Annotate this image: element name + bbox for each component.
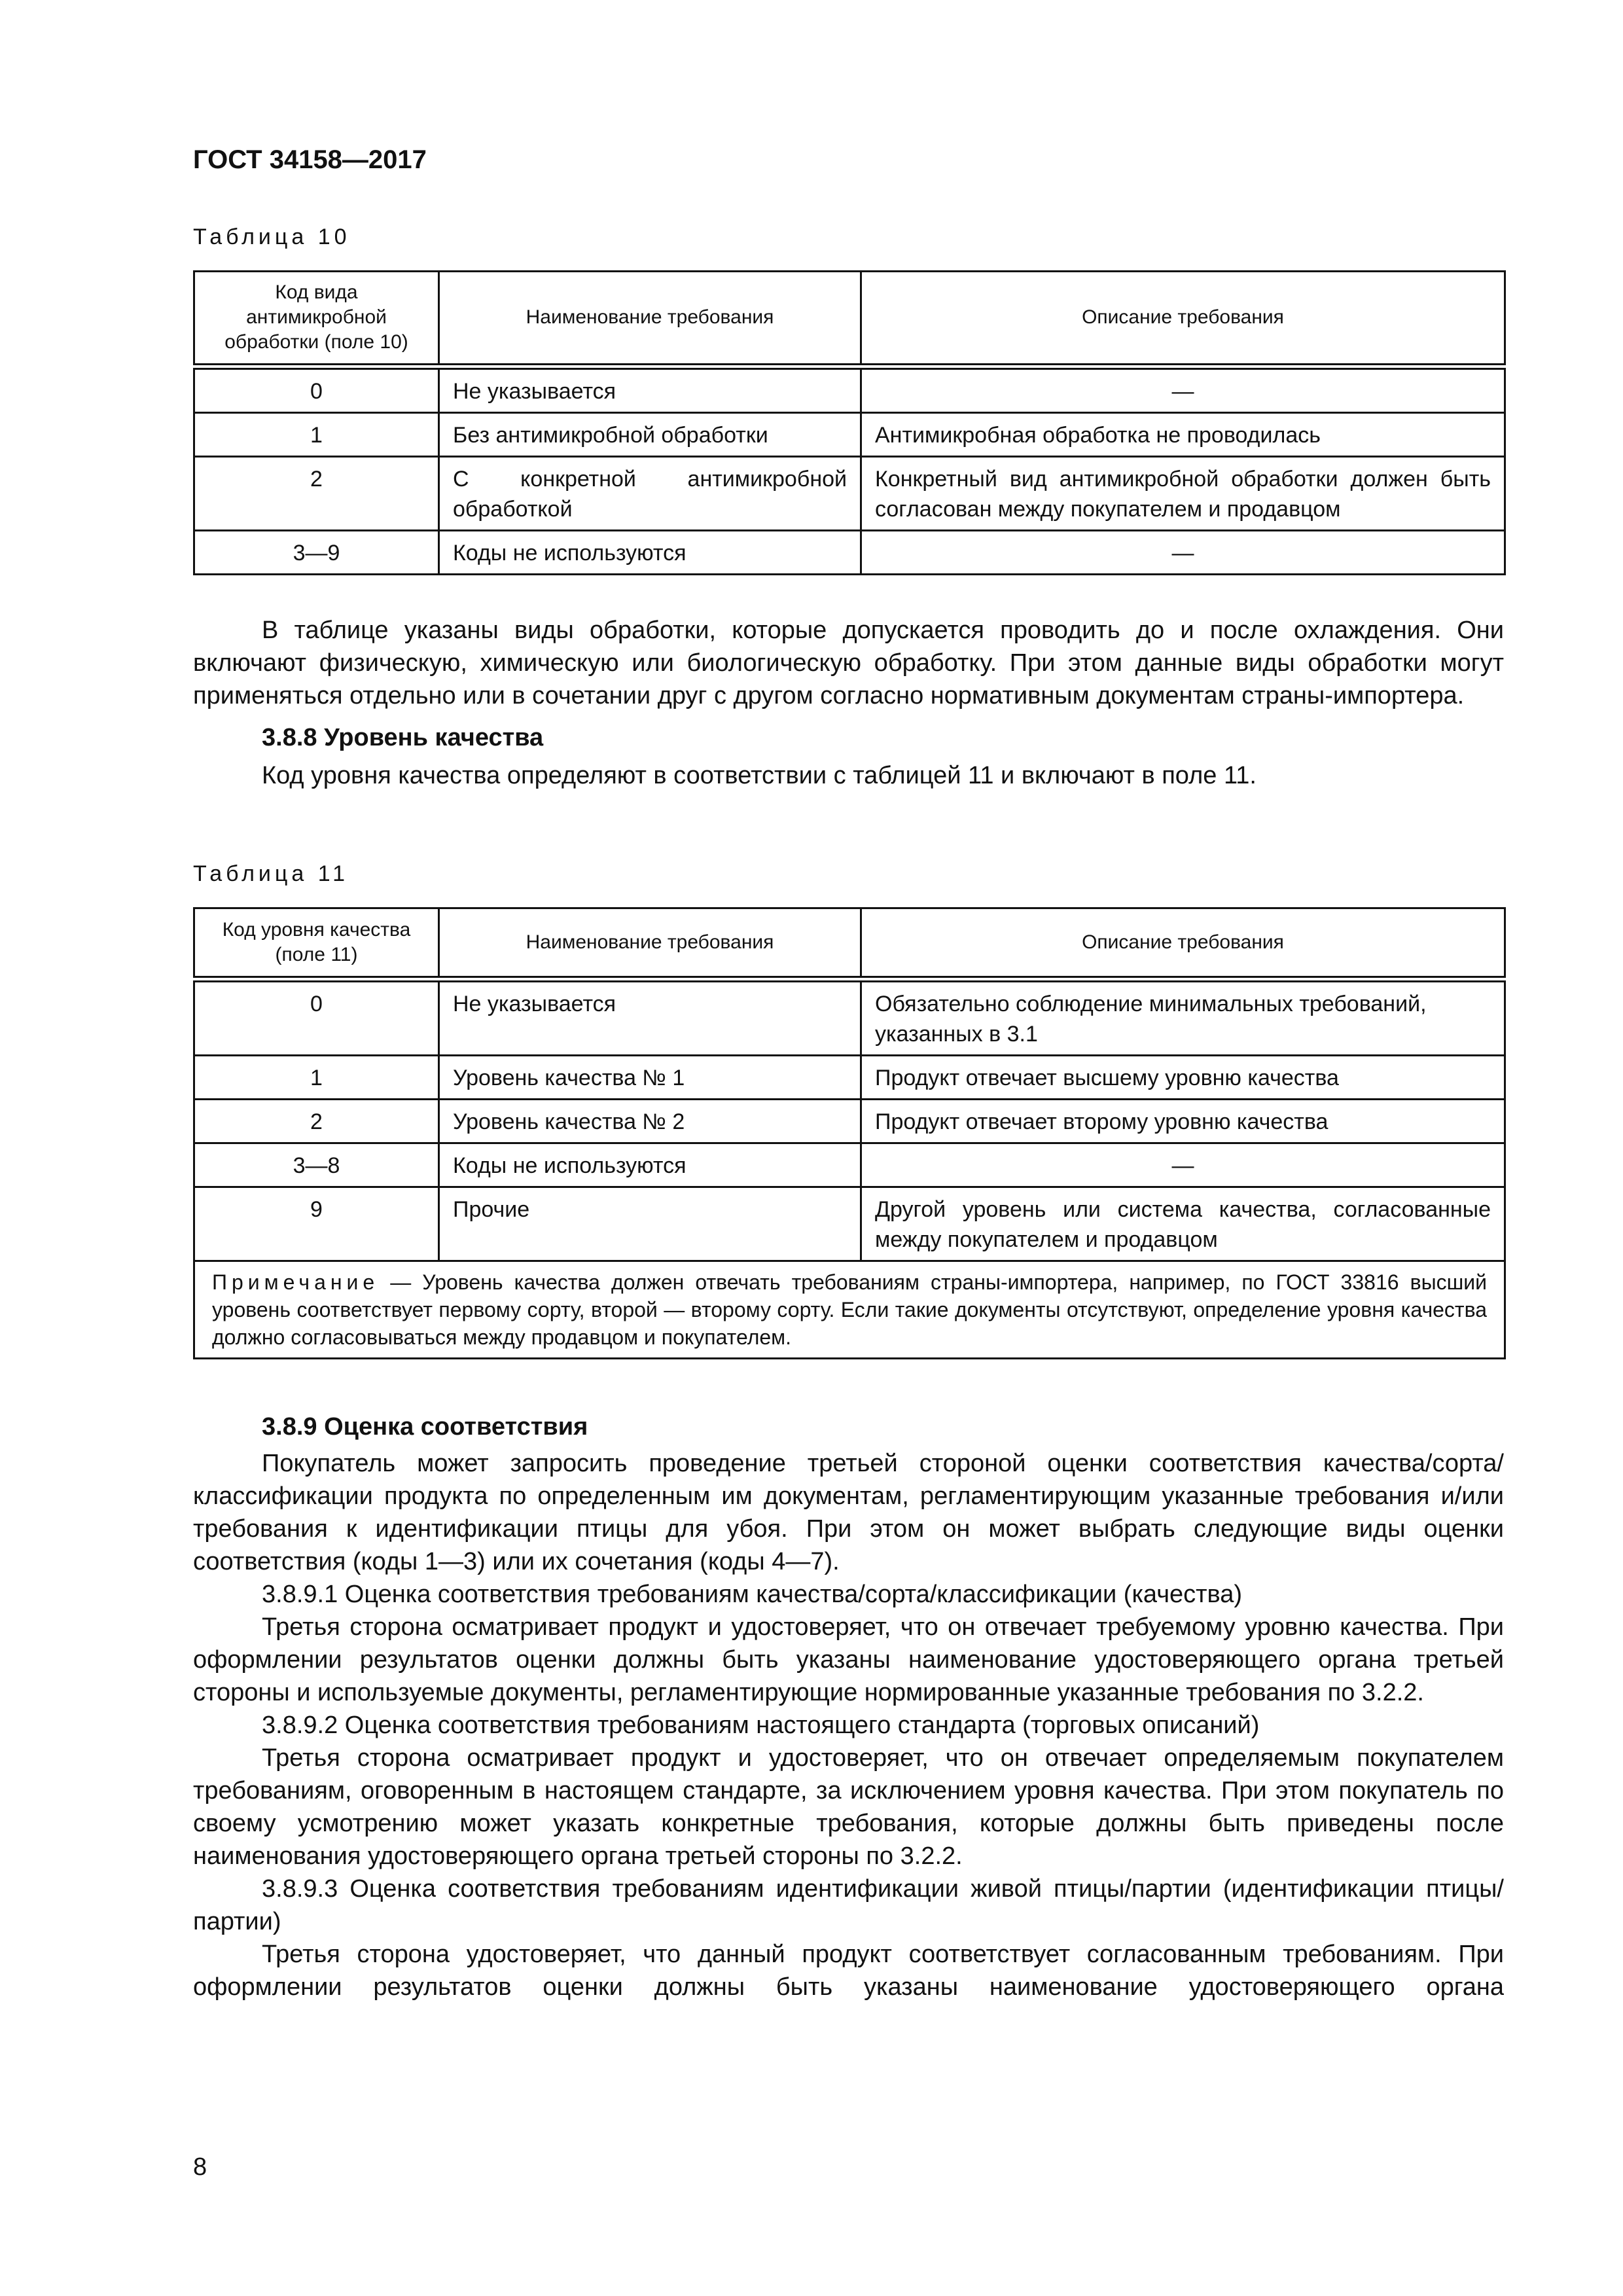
note-text: — Уровень качества должен отвечать требованиям страны-импортера, например, по ГОСТ 33816 высший уровень соответствует первому сорту, второй — второму сорту. Если такие документы отсутствуют, определение уровня качества должно согласовываться между продавцом и покупателем. — [212, 1270, 1487, 1349]
table-row — [194, 367, 1505, 413]
description-cell: Другой уровень или система качества, согласованные между покупателем и продавцом — [861, 1187, 1505, 1261]
paragraph-quality-code: Код уровня качества определяют в соответствии с таблицей 11 и включают в поле 11. — [262, 762, 1257, 789]
description-cell: Антимикробная обработка не проводилась — [861, 412, 1505, 456]
description-cell: — — [861, 1143, 1505, 1187]
table-11 — [193, 907, 1506, 1359]
column-header-code: Код уровня качества (поле 11) — [194, 908, 439, 979]
text-block-2 — [193, 1410, 1504, 2003]
subsection-title-3-8-9-1: 3.8.9.1 Оценка соответствия требованиям качества/сорта/классификации (качества) — [262, 1581, 1243, 1608]
name-cell: Уровень качества № 2 — [439, 1099, 861, 1143]
description-cell: Продукт отвечает высшему уровню качества — [861, 1055, 1505, 1099]
code-cell: 3—8 — [194, 1143, 439, 1187]
column-header-description: Описание требования — [861, 272, 1505, 367]
code-cell: 1 — [194, 1055, 439, 1099]
table-10 — [193, 270, 1506, 575]
page-number: 8 — [193, 2153, 207, 2181]
table-note — [194, 1261, 1505, 1358]
code-cell: 1 — [194, 412, 439, 456]
name-cell: Коды не используются — [439, 1143, 861, 1187]
code-cell: 3—9 — [194, 530, 439, 574]
section-heading-3-8-8: 3.8.8 Уровень качества — [262, 724, 544, 751]
column-header-name: Наименование требования — [439, 272, 861, 367]
table-row — [194, 979, 1505, 1056]
description-cell: — — [861, 530, 1505, 574]
name-cell: Без антимикробной обработки — [439, 412, 861, 456]
table-row — [194, 530, 1505, 574]
section-heading-3-8-9: 3.8.9 Оценка соответствия — [262, 1413, 588, 1441]
column-header-name: Наименование требования — [439, 908, 861, 979]
table-header-row — [194, 272, 1505, 367]
table-row — [194, 412, 1505, 456]
column-header-description: Описание требования — [861, 908, 1505, 979]
text-block-1 — [193, 614, 1504, 792]
paragraph-processing-types: В таблице указаны виды обработки, которые допускается проводить до и после охлаждения. Они включают физическую, химическую или биологическую обработку. При этом данные виды обработки могут применяться отдельно или в сочетании друг с другом согласно нормативным документам страны-импортера. — [193, 617, 1504, 709]
description-cell: Конкретный вид антимикробной обработки должен быть согласован между покупателем и продавцом — [861, 456, 1505, 530]
subsection-title-3-8-9-2: 3.8.9.2 Оценка соответствия требованиям настоящего стандарта (торговых описаний) — [262, 1712, 1260, 1739]
description-cell: — — [861, 367, 1505, 413]
name-cell: Не указывается — [439, 367, 861, 413]
table-row — [194, 456, 1505, 530]
table-row — [194, 1143, 1505, 1187]
table-row — [194, 1099, 1505, 1143]
document-header: ГОСТ 34158—2017 — [193, 145, 427, 174]
table-row — [194, 1187, 1505, 1261]
name-cell: С конкретной антимикробной обработкой — [439, 456, 861, 530]
table-11-caption: Таблица 11 — [193, 861, 349, 886]
subsection-title-3-8-9-3: 3.8.9.3 Оценка соответствия требованиям идентификации живой птицы/партии (идентификации птицы/партии) — [193, 1875, 1504, 1935]
note-label: Примечание — [212, 1270, 380, 1294]
table-row — [194, 1055, 1505, 1099]
description-cell: Обязательно соблюдение минимальных требований, указанных в 3.1 — [861, 979, 1505, 1056]
column-header-code: Код вида антимикробной обработки (поле 10) — [194, 272, 439, 367]
code-cell: 2 — [194, 1099, 439, 1143]
paragraph-conformity-intro: Покупатель может запросить проведение третьей стороной оценки соответствия качества/сорта/классификации продукта по определенным им документам, регламентирующим указанные требования и/или требования к идентификации птицы для убоя. При этом он может выбрать следующие виды оценки соответствия (коды 1—3) или их сочетания (коды 4—7). — [193, 1450, 1504, 1575]
table-header-row — [194, 908, 1505, 979]
name-cell: Коды не используются — [439, 530, 861, 574]
code-cell: 0 — [194, 979, 439, 1056]
paragraph-3-8-9-1: Третья сторона осматривает продукт и удостоверяет, что он отвечает требуемому уровню качества. При оформлении результатов оценки должны быть указаны наименование удостоверяющего органа третьей стороны и используемые документы, регламентирующие нормированные указанные требования по 3.2.2. — [193, 1613, 1504, 1706]
name-cell: Прочие — [439, 1187, 861, 1261]
description-cell: Продукт отвечает второму уровню качества — [861, 1099, 1505, 1143]
paragraph-3-8-9-2: Третья сторона осматривает продукт и удостоверяет, что он отвечает определяемым покупателем требованиям, оговоренным в настоящем стандарте, за исключением уровня качества. При этом покупатель по своему усмотрению может указать конкретные требования, которые должны быть приведены после наименования удостоверяющего органа третьей стороны по 3.2.2. — [193, 1744, 1504, 1870]
code-cell: 2 — [194, 456, 439, 530]
code-cell: 9 — [194, 1187, 439, 1261]
table-10-caption: Таблица 10 — [193, 224, 351, 249]
name-cell: Не указывается — [439, 979, 861, 1056]
paragraph-3-8-9-3: Третья сторона удостоверяет, что данный продукт соответствует согласованным требованиям. При оформлении результатов оценки должны быть указаны наименование удостоверяющего органа — [193, 1941, 1504, 2001]
table-note-row — [194, 1261, 1505, 1358]
code-cell: 0 — [194, 367, 439, 413]
name-cell: Уровень качества № 1 — [439, 1055, 861, 1099]
